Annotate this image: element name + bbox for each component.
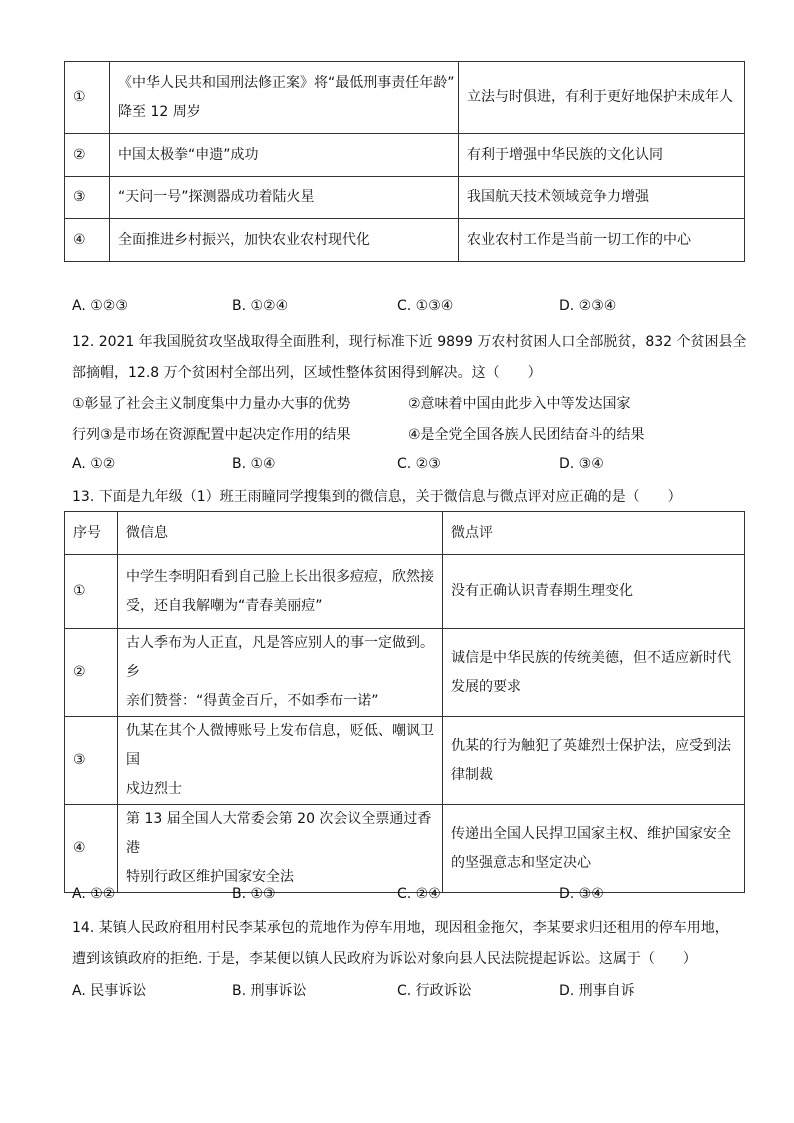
info-cell: “天问一号”探测器成功着陆火星 xyxy=(110,177,459,219)
table-row xyxy=(65,555,745,629)
q11-option-c[interactable]: C. ①③④ xyxy=(397,298,454,314)
comment-line: 传递出全国人民捍卫国家主权、维护国家安全 xyxy=(451,825,731,842)
q12-option-d[interactable]: D. ③④ xyxy=(559,456,604,472)
q11-option-b[interactable]: B. ①②④ xyxy=(232,298,289,314)
info-cell xyxy=(110,62,459,134)
table-row xyxy=(65,805,745,893)
header-number: 序号 xyxy=(65,512,118,555)
q13-stem: 13. 下面是九年级（1）班王雨瞳同学搜集到的微信息，关于微信息与微点评对应正确的是（ ） xyxy=(72,489,682,505)
q14-option-b[interactable]: B. 刑事诉讼 xyxy=(232,983,307,999)
q13-table xyxy=(64,511,745,893)
q13-option-c[interactable]: C. ②④ xyxy=(397,886,441,902)
table-row xyxy=(65,177,745,219)
table-header-row xyxy=(65,512,745,555)
comment-cell xyxy=(443,629,745,717)
info-cell xyxy=(118,555,443,629)
row-number: ① xyxy=(65,555,118,629)
header-comment: 微点评 xyxy=(443,512,745,555)
q11-option-d[interactable]: D. ②③④ xyxy=(559,298,617,314)
q11-option-a[interactable]: A. ①②③ xyxy=(72,298,128,314)
row-number: ① xyxy=(65,62,110,134)
row-number: ② xyxy=(65,629,118,717)
comment-line: 的坚强意志和坚定决心 xyxy=(451,854,591,871)
info-line: 《中华人民共和国刑法修正案》将“最低刑事责任年龄” xyxy=(118,74,455,91)
q13-option-a[interactable]: A. ①② xyxy=(72,886,116,902)
row-number: ② xyxy=(65,134,110,177)
q13-option-b[interactable]: B. ①③ xyxy=(232,886,276,902)
q12-statement-4: ④是全党全国各族人民团结奋斗的结果 xyxy=(408,427,645,443)
info-cell xyxy=(118,629,443,717)
comment-cell: 有利于增强中华民族的文化认同 xyxy=(459,134,745,177)
q12-statement-1: ①彰显了社会主义制度集中力量办大事的优势 xyxy=(72,396,351,412)
q14-option-d[interactable]: D. 刑事自诉 xyxy=(559,983,635,999)
info-line: 仇某在其个人微博账号上发布信息，贬低、嘲讽卫国 xyxy=(126,723,434,768)
comment-cell xyxy=(443,555,745,629)
comment-cell xyxy=(443,805,745,893)
q14-stem-line2: 遭到该镇政府的拒绝. 于是，李某便以镇人民政府为诉讼对象向县人民法院提起诉讼。这属于（ ） xyxy=(72,951,697,967)
comment-cell: 农业农村工作是当前一切工作的中心 xyxy=(459,219,745,262)
info-line: 降至 12 周岁 xyxy=(118,103,201,120)
q13-option-d[interactable]: D. ③④ xyxy=(559,886,604,902)
info-cell xyxy=(118,805,443,893)
row-number: ③ xyxy=(65,717,118,805)
info-cell: 全面推进乡村振兴，加快农业农村现代化 xyxy=(110,219,459,262)
q11-table xyxy=(64,61,745,262)
info-line: 受，还自我解嘲为“青春美丽痘” xyxy=(126,597,323,614)
header-info: 微信息 xyxy=(118,512,443,555)
table-row xyxy=(65,717,745,805)
q12-statement-3: 行列③是市场在资源配置中起决定作用的结果 xyxy=(72,427,351,443)
q12-option-b[interactable]: B. ①④ xyxy=(232,456,276,472)
comment-line: 诚信是中华民族的传统美德，但不适应新时代 xyxy=(451,649,731,666)
q12-statement-2: ②意味着中国由此步入中等发达国家 xyxy=(408,396,631,412)
comment-line: 仇某的行为触犯了英雄烈士保护法，应受到法 xyxy=(451,737,731,754)
q12-stem-line1: 12. 2021 年我国脱贫攻坚战取得全面胜利，现行标准下近 9899 万农村贫困人口全部脱贫，832 个贫困县全 xyxy=(72,334,747,350)
row-number: ③ xyxy=(65,177,110,219)
info-line: 戍边烈士 xyxy=(126,781,182,797)
comment-cell: 我国航天技术领域竞争力增强 xyxy=(459,177,745,219)
comment-line: 没有正确认识青春期生理变化 xyxy=(451,583,633,599)
q14-option-a[interactable]: A. 民事诉讼 xyxy=(72,983,147,999)
info-line: 特别行政区维护国家安全法 xyxy=(126,869,294,885)
q14-stem-line1: 14. 某镇人民政府租用村民李某承包的荒地作为停车用地，现因租金拖欠，李某要求归还租用的停车用地， xyxy=(72,920,729,936)
info-cell: 中国太极拳“申遗”成功 xyxy=(110,134,459,177)
comment-line: 发展的要求 xyxy=(451,678,521,695)
comment-cell: 立法与时俱进，有利于更好地保护未成年人 xyxy=(459,62,745,134)
info-line: 中学生李明阳看到自己脸上长出很多痘痘，欣然接 xyxy=(126,568,434,585)
comment-cell xyxy=(443,717,745,805)
info-cell xyxy=(118,717,443,805)
comment-line: 律制裁 xyxy=(451,766,493,783)
table-row xyxy=(65,62,745,134)
info-line: 第 13 届全国人大常委会第 20 次会议全票通过香港 xyxy=(126,811,432,856)
info-line: 亲们赞誉：“得黄金百斤，不如季布一诺” xyxy=(126,693,379,709)
table-row xyxy=(65,134,745,177)
table-row xyxy=(65,629,745,717)
info-line: 古人季布为人正直，凡是答应别人的事一定做到。乡 xyxy=(126,635,434,680)
q12-stem-line2: 部摘帽，12.8 万个贫困村全部出列，区域性整体贫困得到解决。这（ ） xyxy=(72,365,542,381)
row-number: ④ xyxy=(65,219,110,262)
q12-option-c[interactable]: C. ②③ xyxy=(397,456,441,472)
q12-option-a[interactable]: A. ①② xyxy=(72,456,116,472)
row-number: ④ xyxy=(65,805,118,893)
q14-option-c[interactable]: C. 行政诉讼 xyxy=(397,983,472,999)
table-row xyxy=(65,219,745,262)
